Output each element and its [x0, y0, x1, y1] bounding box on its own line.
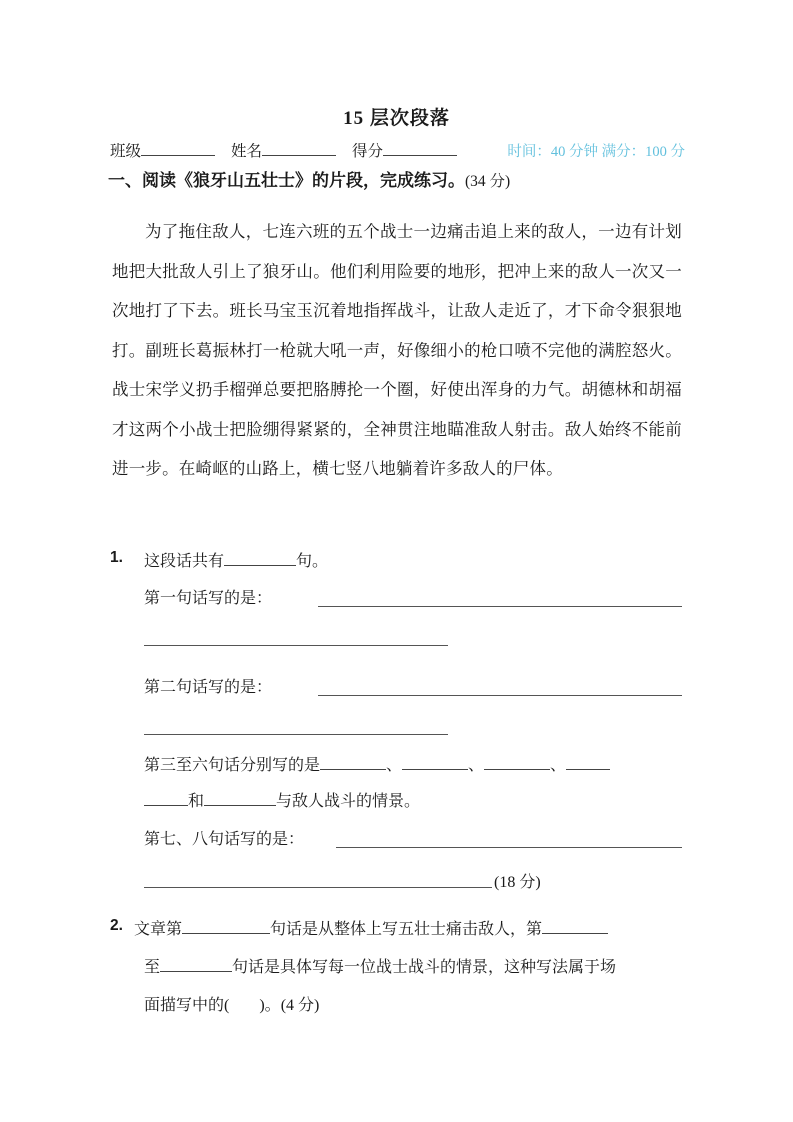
name-label: 姓名 [231, 143, 263, 160]
question-1c-line-1 [144, 752, 610, 775]
question-2-blank-3[interactable] [160, 955, 232, 972]
question-1c-blank-3[interactable] [484, 753, 550, 770]
question-2-text-c: 至 [144, 959, 161, 976]
question-2-line-3 [144, 992, 319, 1015]
question-2-text-e: 面描写中的( [144, 997, 230, 1014]
score-label: 得分 [352, 143, 384, 160]
score-blank[interactable] [383, 140, 457, 157]
question-1a-answer-line-2[interactable] [144, 645, 448, 646]
question-2-blank-2[interactable] [542, 917, 608, 934]
question-2-blank-1[interactable] [182, 917, 270, 934]
question-1c-blank-4a[interactable] [566, 753, 610, 770]
question-1-stem-after: 句。 [296, 553, 329, 570]
question-1-number: 1. [110, 549, 123, 566]
name-blank[interactable] [262, 140, 336, 157]
question-1-stem [144, 548, 328, 571]
question-1d-answer-line-1[interactable] [336, 847, 682, 848]
reading-passage: 为了拖住敌人，七连六班的五个战士一边痛击追上来的敌人，一边有计划地把大批敌人引上了狼牙山。他们利用险要的地形，把冲上来的敌人一次又一次地打了下去。班长马宝玉沉着地指挥战斗，让敌人走近了，才下命令狠狠地打。副班长葛振林打一枪就大吼一声，好像细小的枪口喷不完他的满腔怒火。战士宋学义扔手榴弹总要把胳膊抡一个圈，好使出浑身的力气。胡德林和胡福才这两个小战士把脸绷得紧紧的，全神贯注地瞄准敌人射击。敌人始终不能前进一步。在崎岖的山路上，横七竖八地躺着许多敌人的尸体。 [112, 222, 682, 478]
question-2-line-2 [144, 954, 616, 977]
student-meta-row [110, 139, 685, 161]
section-heading-text: 一、阅读《狼牙山五壮士》的片段，完成练习。 [108, 171, 465, 190]
section-heading [108, 166, 708, 191]
question-1b-answer-line-1[interactable] [318, 695, 682, 696]
question-1b-answer-line-2[interactable] [144, 734, 448, 735]
question-2-line-1 [134, 916, 608, 939]
question-1d-label: 第七、八句话写的是： [144, 831, 305, 848]
question-1c-blank-5[interactable] [204, 789, 276, 806]
question-2-text-a: 文章第 [134, 921, 183, 938]
time-and-total-info: 时间：40 分钟 满分：100 分 [507, 144, 685, 160]
question-1c-tail: 与敌人战斗的情景。 [276, 793, 421, 810]
question-1a-label: 第一句话写的是： [144, 590, 273, 607]
question-1d-points: (18 分) [494, 874, 541, 891]
question-1-blank[interactable] [224, 549, 296, 566]
question-1d-answer-line-2[interactable] [144, 887, 492, 888]
question-2-number: 2. [110, 917, 123, 934]
question-2-text-d: 句话是具体写每一位战士战斗的情景，这种写法属于场 [232, 959, 617, 976]
question-1-stem-before: 这段话共有 [144, 553, 225, 570]
question-1c-join: 和 [188, 793, 205, 810]
question-2-points: (4 分) [280, 997, 320, 1014]
name-field[interactable] [231, 139, 336, 161]
question-1a-answer-line-1[interactable] [318, 606, 682, 607]
class-blank[interactable] [141, 140, 215, 157]
question-1c-blank-1[interactable] [320, 753, 386, 770]
question-1c-sep-1: 、 [386, 757, 403, 774]
question-1b-label: 第二句话写的是： [144, 679, 273, 696]
class-label: 班级 [110, 143, 142, 160]
question-1c-label: 第三至六句话分别写的是 [144, 757, 321, 774]
page-title: 15 层次段落 [343, 108, 450, 129]
class-field[interactable] [110, 139, 215, 161]
question-1c-blank-4b[interactable] [144, 789, 188, 806]
section-heading-points: (34 分) [465, 173, 511, 190]
question-1c-sep-2: 、 [468, 757, 485, 774]
question-1c-line-2 [144, 788, 420, 811]
question-2-text-b: 句话是从整体上写五壮士痛击敌人，第 [270, 921, 543, 938]
question-1c-sep-3: 、 [550, 757, 567, 774]
question-1c-blank-2[interactable] [402, 753, 468, 770]
question-2-text-f: )。 [259, 997, 281, 1014]
score-field[interactable] [352, 139, 457, 161]
